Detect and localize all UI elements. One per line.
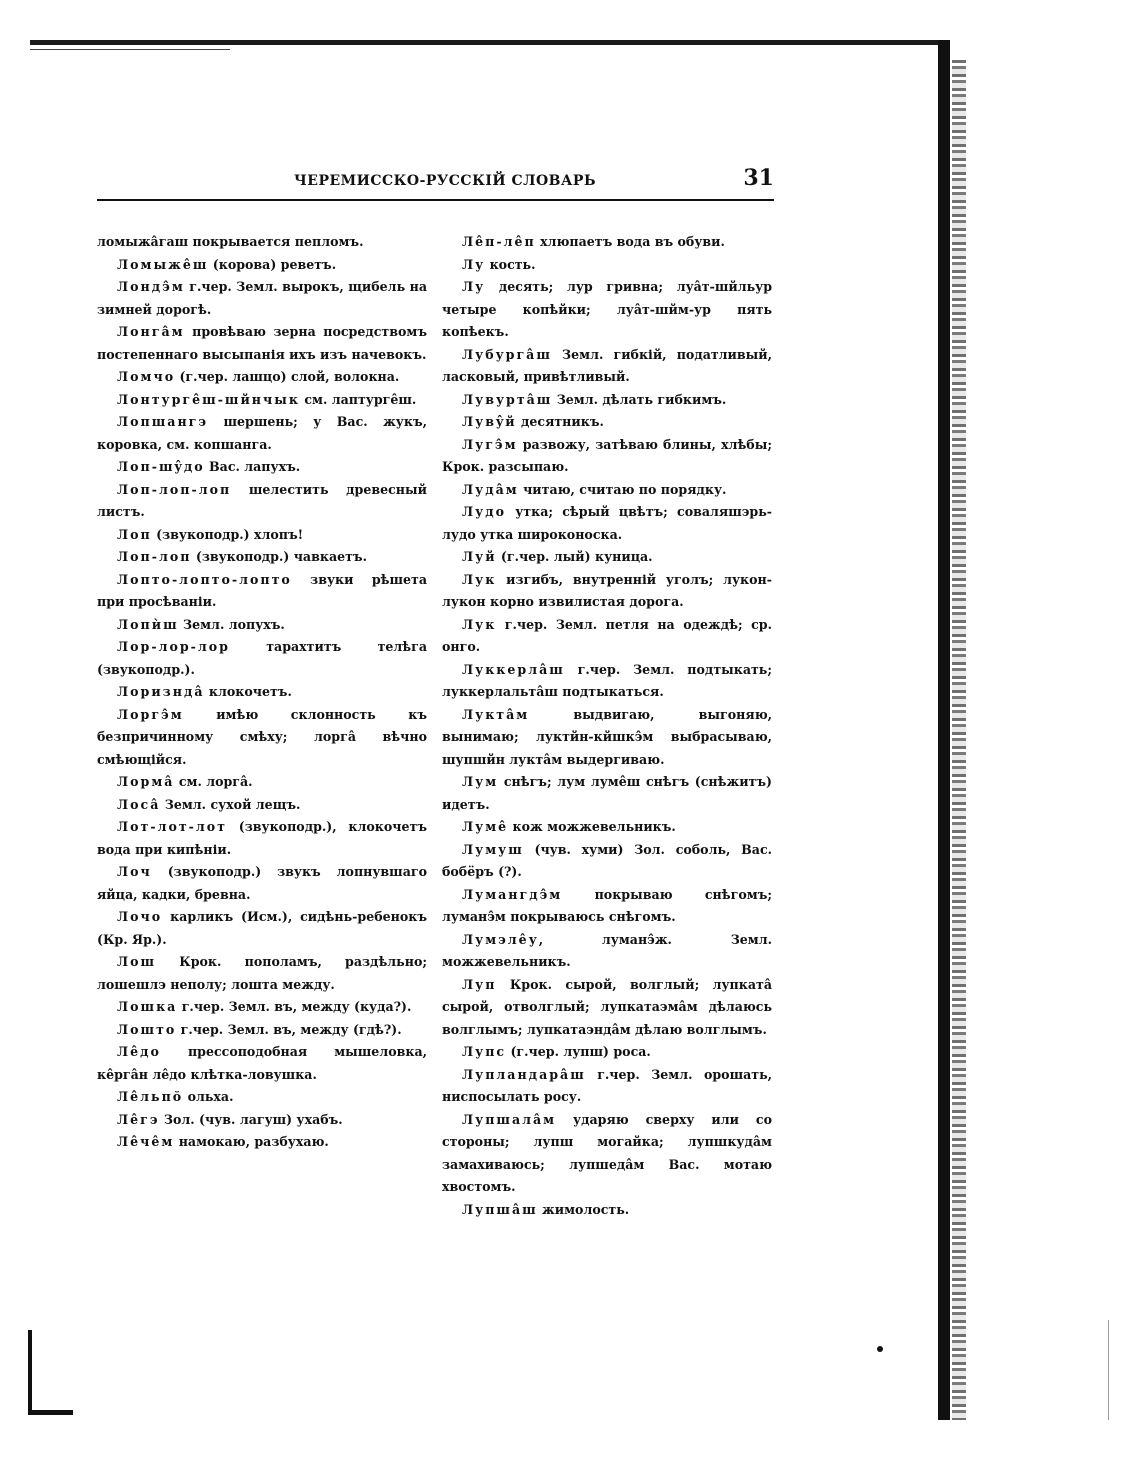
- dictionary-entry: [442, 344, 772, 389]
- entry-headword: Лоризндâ: [117, 684, 205, 699]
- dictionary-entry: [97, 231, 427, 254]
- dictionary-entry: [97, 254, 427, 277]
- entry-headword: Лук: [462, 616, 497, 632]
- entry-headword: Лудâм: [462, 481, 519, 497]
- entry-headword: Лумуш: [462, 841, 524, 857]
- entry-headword: Лоргэ̂м: [117, 706, 184, 722]
- entry-definition: (звукоподр.) чавкаетъ.: [191, 549, 367, 564]
- entry-definition: (г.чер. лый) куница.: [496, 549, 653, 564]
- entry-headword: Лêчêм: [117, 1134, 175, 1149]
- entry-definition: карликъ (Исм.), сидѣнь-ребенокъ (Кр. Яр.).: [97, 909, 427, 947]
- entry-definition: изгибъ, внутренній уголъ; лукон-лукон корно извилистая дорога.: [442, 571, 772, 609]
- entry-definition: Земл. лопухъ.: [178, 616, 285, 632]
- dictionary-entry: [442, 254, 772, 277]
- dictionary-entry: [97, 276, 427, 321]
- entry-headword: Лонтургêш-шйнчык: [117, 391, 300, 407]
- entry-definition: Вас. лапухъ.: [204, 459, 301, 474]
- entry-headword: Лоп-лоп-лоп: [117, 481, 232, 497]
- entry-definition: (чув. хуми) Зол. соболь, Вас. бобёръ (?).: [442, 841, 772, 879]
- entry-headword: Луй: [462, 549, 497, 564]
- entry-headword: Лошто: [117, 1021, 177, 1037]
- entry-definition: шершень; у Вас. жукъ, коровка, см. копшанга.: [97, 414, 427, 452]
- entry-definition: , луманэ̂ж. Земл. можжевельникъ.: [442, 931, 772, 969]
- dictionary-entry: [97, 524, 427, 547]
- scan-speck: [877, 1346, 883, 1352]
- entry-headword: Лук: [462, 571, 497, 587]
- entry-headword: Лоп-лоп: [117, 549, 192, 564]
- dictionary-entry: [442, 1109, 772, 1199]
- entry-headword: Луктâм: [462, 706, 530, 722]
- entry-headword: Лот-лот-лот: [117, 819, 227, 834]
- entry-headword: Луккерлâш: [462, 661, 565, 677]
- entry-definition: ударяю сверху или со стороны; лупш могайка; лупшкудâм замахиваюсь; лупшедâм Вас. мотаю хвостомъ.: [442, 1111, 772, 1194]
- entry-definition: ольха.: [183, 1089, 234, 1104]
- right-column: [442, 231, 772, 1221]
- entry-headword: Лошка: [117, 999, 178, 1014]
- entry-headword: Лêгэ: [117, 1111, 160, 1127]
- entry-headword: Лопто-лопто-лопто: [117, 571, 292, 587]
- dictionary-entry: [97, 1086, 427, 1109]
- entry-definition: десятникъ.: [516, 414, 604, 429]
- dictionary-entry: [442, 231, 772, 254]
- entry-definition: шелестить древесный листъ.: [97, 481, 427, 519]
- entry-headword: Лудо: [462, 504, 506, 519]
- dictionary-entry: [442, 1064, 772, 1109]
- entry-definition: утка; сѣрый цвѣтъ; соваляшэрь-лудо утка широконоска.: [442, 504, 772, 542]
- dictionary-entry: [97, 1109, 427, 1132]
- entry-headword: Лêдо: [117, 1044, 161, 1059]
- entry-headword: Ломыжêш: [117, 256, 209, 272]
- dictionary-entry: [97, 546, 427, 569]
- entry-definition: (звукоподр.) звукъ лопнувшаго яйца, кадки, бревна.: [97, 864, 427, 902]
- dictionary-entry: [97, 456, 427, 479]
- dictionary-entry: [442, 974, 772, 1042]
- entry-definition: (г.чер. лашцо) слой, волокна.: [175, 369, 400, 384]
- scan-right-edge: [938, 40, 950, 1420]
- entry-headword: Луп: [462, 976, 497, 992]
- entry-headword: Лонга̂м: [117, 324, 185, 339]
- scan-top-edge-thin: [30, 49, 230, 50]
- entry-definition: выдвигаю, выгоняю, вынимаю; луктйн-кйшкэ̂м выбрасываю, шупшйн луктâм выдергиваю.: [442, 706, 772, 767]
- entry-headword: Лугэ̂м: [462, 436, 518, 452]
- entry-headword: Лосâ: [117, 796, 161, 812]
- dictionary-entry: [97, 951, 427, 996]
- entry-headword: Лêп-лêп: [462, 234, 536, 249]
- entry-definition: читаю, считаю по порядку.: [518, 481, 727, 497]
- entry-headword: Лупс: [462, 1044, 507, 1059]
- dictionary-entry: [97, 389, 427, 412]
- dictionary-entry: [442, 614, 772, 659]
- entry-headword: Лувуртâш: [462, 391, 553, 407]
- scan-left-edge: [28, 1330, 32, 1415]
- entry-definition: ломыжа̂гаш покрывается пепломъ.: [97, 234, 364, 249]
- dictionary-entry: [97, 636, 427, 681]
- entry-definition: г.чер. Земл. вырокъ, щибель на зимней дорогѣ.: [97, 279, 427, 317]
- entry-definition: жимолость.: [537, 1201, 630, 1217]
- scan-right-line: [1108, 1320, 1109, 1420]
- entry-headword: Лор-лор-лор: [117, 639, 230, 654]
- dictionary-entry: [97, 1019, 427, 1042]
- dictionary-entry: [442, 546, 772, 569]
- entry-headword: Лумангдэ̂м: [462, 886, 563, 902]
- dictionary-entry: [442, 411, 772, 434]
- dictionary-entry: [97, 479, 427, 524]
- dictionary-entry: [442, 479, 772, 502]
- dictionary-entry: [97, 569, 427, 614]
- dictionary-entry: [442, 1199, 772, 1222]
- entry-headword: Лопшангэ: [117, 414, 209, 429]
- dictionary-entry: [442, 276, 772, 344]
- entry-headword: Лу: [462, 279, 486, 294]
- entry-definition: г.чер. Земл. подтыкать; луккерлальтâш подтыкаться.: [442, 661, 772, 699]
- entry-definition: прессоподобная мышеловка, кêргâн лêдо клѣтка-ловушка.: [97, 1044, 427, 1082]
- entry-headword: Лум: [462, 774, 499, 789]
- entry-definition: кож можжевельникъ.: [508, 819, 676, 834]
- scan-top-edge: [30, 40, 940, 45]
- entry-definition: намокаю, разбухаю.: [174, 1134, 329, 1149]
- dictionary-entry: [442, 569, 772, 614]
- entry-definition: Земл. гибкій, податливый, ласковый, привѣтливый.: [442, 346, 772, 384]
- entry-definition: покрываю снѣгомъ; луманэ̂м покрываюсь снѣгомъ.: [442, 886, 772, 924]
- page-number: 31: [743, 165, 774, 191]
- entry-definition: г.чер. Земл. орошать, ниспосылать росу.: [442, 1066, 772, 1104]
- entry-headword: Лубургâш: [462, 346, 552, 362]
- dictionary-entry: [97, 411, 427, 456]
- entry-headword: Лувŷй: [462, 414, 517, 429]
- entry-headword: Лумê: [462, 819, 509, 834]
- dictionary-entry: [442, 659, 772, 704]
- entry-headword: Лош: [117, 954, 157, 969]
- entry-headword: Лоч: [117, 864, 152, 879]
- entry-definition: кость.: [485, 256, 536, 272]
- entry-definition: клокочетъ.: [204, 684, 292, 699]
- entry-definition: провѣваю зерна посредствомъ постепеннаго высыпанія ихъ изъ начевокъ.: [97, 324, 427, 362]
- dictionary-entry: [97, 1041, 427, 1086]
- entry-headword: Лупшалâм: [462, 1111, 557, 1127]
- entry-definition: см. лаптургêш.: [299, 391, 417, 407]
- scan-right-edge-shadow: [952, 60, 966, 1420]
- entry-definition: тарахтитъ телѣга (звукоподр.).: [97, 639, 427, 677]
- entry-headword: Лочо: [117, 909, 163, 924]
- entry-definition: Зол. (чув. лагуш) ухабъ.: [159, 1111, 343, 1127]
- entry-definition: (звукоподр.), клокочетъ вода при кипѣніи.: [97, 819, 427, 857]
- entry-definition: развожу, затѣваю блины, хлѣбы; Крок. разсыпаю.: [442, 436, 772, 474]
- dictionary-entry: [97, 681, 427, 704]
- entry-headword: Лумэлêу: [462, 931, 539, 947]
- dictionary-entry: [442, 501, 772, 546]
- dictionary-entry: [97, 906, 427, 951]
- page-header: [97, 165, 774, 201]
- entry-definition: г.чер. Земл. петля на одеждѣ; ср. онго.: [442, 616, 772, 654]
- entry-definition: (звукоподр.) хлопъ!: [151, 526, 304, 542]
- dictionary-entry: [442, 816, 772, 839]
- entry-definition: Земл. дѣлать гибкимъ.: [552, 391, 727, 407]
- entry-definition: имѣю склонность къ безпричинному смѣху; лоргâ вѣчно смѣющійся.: [97, 706, 427, 767]
- dictionary-entry: [97, 861, 427, 906]
- left-column: [97, 231, 427, 1154]
- entry-definition: десять; лур гривна; луâт-шйльур четыре копѣйки; луâт-шйм-ур пять копѣекъ.: [442, 279, 772, 339]
- entry-headword: Лопѝш: [117, 616, 179, 632]
- entry-definition: звуки рѣшета при просѣваніи.: [97, 571, 427, 609]
- entry-definition: хлюпаетъ вода въ обуви.: [535, 234, 725, 249]
- entry-headword: Лêльпŏ: [117, 1089, 184, 1104]
- entry-definition: см. лоргâ.: [174, 774, 253, 789]
- running-title: ЧЕРЕМИССКО-РУССКІЙ СЛОВАРЬ: [294, 173, 596, 189]
- entry-headword: Ломчо: [117, 369, 176, 384]
- scan-bottom-mark: [28, 1410, 73, 1415]
- entry-definition: (г.чер. лупш) роса.: [506, 1044, 651, 1059]
- dictionary-entry: [442, 1041, 772, 1064]
- dictionary-entry: [97, 771, 427, 794]
- entry-definition: Крок. сырой, волглый; лупкатâ сырой, отволглый; лупкатаэмâм дѣлаюсь волглымъ; лупкатаэндâм дѣлаю волглымъ.: [442, 976, 772, 1037]
- dictionary-entry: [442, 389, 772, 412]
- entry-definition: снѣгъ; лум лумêш снѣгъ (снѣжитъ) идетъ.: [442, 774, 772, 812]
- dictionary-entry: [442, 929, 772, 974]
- entry-headword: Лу: [462, 256, 486, 272]
- entry-definition: Крок. пополамъ, раздѣльно; лошешлэ неполу; лошта между.: [97, 954, 427, 992]
- entry-headword: Лупландарâш: [462, 1066, 586, 1082]
- dictionary-entry: [97, 704, 427, 772]
- dictionary-entry: [97, 321, 427, 366]
- dictionary-entry: [442, 704, 772, 772]
- dictionary-entry: [97, 996, 427, 1019]
- entry-definition: Земл. сухой лещъ.: [160, 796, 301, 812]
- dictionary-entry: [442, 434, 772, 479]
- entry-headword: Лоп-шŷдо: [117, 459, 205, 474]
- dictionary-entry: [97, 614, 427, 637]
- dictionary-entry: [442, 884, 772, 929]
- dictionary-entry: [97, 816, 427, 861]
- entry-headword: Лупшâш: [462, 1201, 538, 1217]
- entry-headword: Лоп: [117, 526, 152, 542]
- entry-definition: г.чер. Земл. въ, между (куда?).: [177, 999, 412, 1014]
- entry-definition: г.чер. Земл. въ, между (гдѣ?).: [176, 1021, 402, 1037]
- entry-definition: (корова) реветъ.: [208, 256, 337, 272]
- entry-headword: Лормâ: [117, 774, 175, 789]
- dictionary-entry: [442, 771, 772, 816]
- dictionary-entry: [97, 366, 427, 389]
- dictionary-entry: [97, 1131, 427, 1154]
- dictionary-entry: [442, 839, 772, 884]
- entry-headword: Лондэ̂м: [117, 279, 185, 294]
- dictionary-entry: [97, 794, 427, 817]
